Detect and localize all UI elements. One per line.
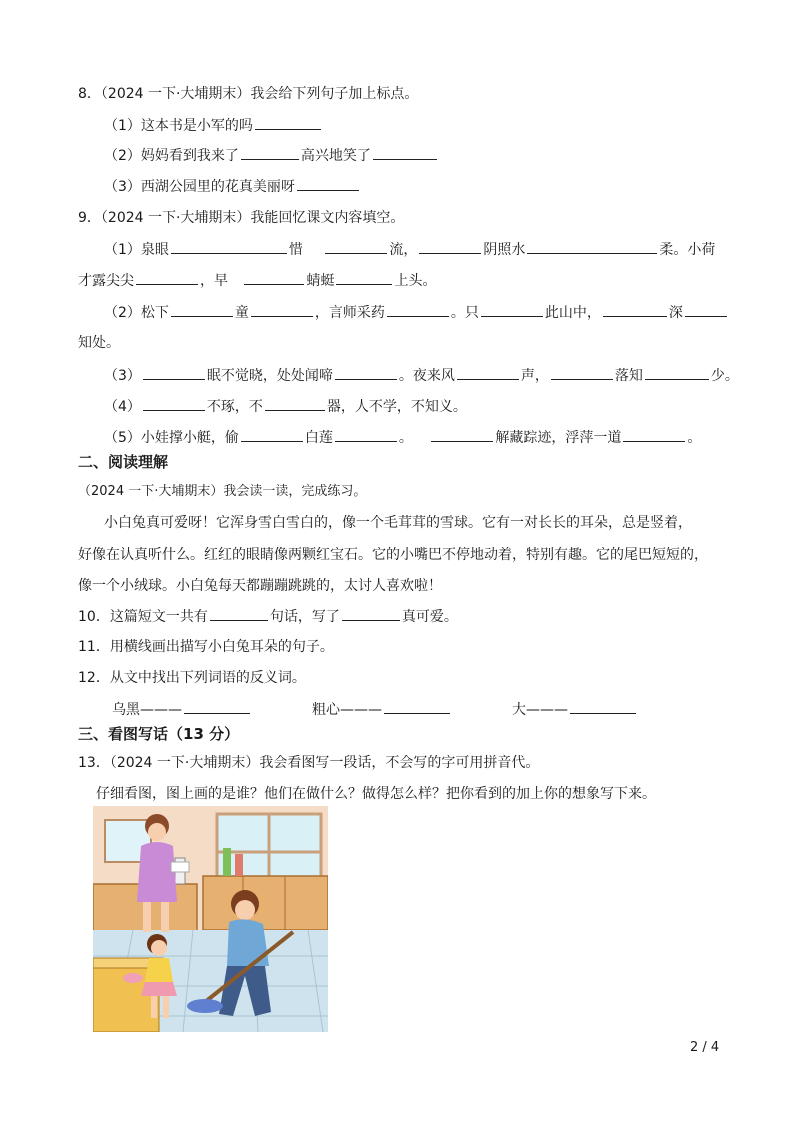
q13: 13．（2024 一下·大埔期末）我会看图写一段话，不会写的字可用拼音代。: [78, 755, 540, 771]
q9-line-3: （2）松下 童 ，言师采药 。只 此山中， 深: [104, 302, 729, 323]
page-number: 2 / 4: [690, 1040, 720, 1055]
q8-item-1: （1）这本书是小军的吗: [104, 115, 323, 136]
q9-line-1: （1）泉眼 惜 流， 阴照水 柔。小荷: [104, 239, 715, 260]
antonym-3: 大———: [512, 699, 638, 720]
q9-line-7: （5）小娃撑小艇，偷 白莲 。 解藏踪迹，浮萍一道 。: [104, 427, 701, 448]
antonym-1: 乌黑———: [112, 699, 252, 720]
passage-line-1: 小白兔真可爱呀！它浑身雪白雪白的，像一个毛茸茸的雪球。它有一对长长的耳朵，总是竖着，: [104, 515, 692, 531]
q9-line-5: （3） 眠不觉晓，处处闻啼 。夜来风 声， 落知 少。: [104, 365, 739, 386]
q9-line-4: 知处。: [78, 335, 120, 351]
q12: 12．从文中找出下列词语的反义词。: [78, 670, 306, 686]
q8-item-2: （2）妈妈看到我来了 高兴地笑了: [104, 145, 439, 166]
q9-stem: 9．（2024 一下·大埔期末）我能回忆课文内容填空。: [78, 210, 405, 226]
q10: 10．这篇短文一共有 句话，写了 真可爱。: [78, 606, 458, 627]
antonym-2: 粗心———: [312, 699, 452, 720]
section-2-source: （2024 一下·大埔期末）我会读一读，完成练习。: [78, 484, 367, 499]
q9-line-6: （4） 不琢，不 器，人不学，不知义。: [104, 396, 467, 417]
passage-line-2: 好像在认真听什么。红红的眼睛像两颗红宝石。它的小嘴巴不停地动着，特别有趣。它的尾巴短短的，: [78, 547, 708, 563]
q8-item-3: （3）西湖公园里的花真美丽呀: [104, 176, 361, 197]
family-cleaning-illustration: [93, 806, 328, 1032]
passage-line-3: 像一个小绒球。小白兔每天都蹦蹦跳跳的，太讨人喜欢啦！: [78, 578, 442, 594]
q8-stem: 8．（2024 一下·大埔期末）我会给下列句子加上标点。: [78, 86, 419, 102]
q11: 11．用横线画出描写小白兔耳朵的句子。: [78, 639, 334, 655]
section-2-title: 二、阅读理解: [78, 453, 169, 471]
q9-line-2: 才露尖尖 ，早 蜻蜓 上头。: [78, 270, 436, 291]
section-3-title: 三、看图写话（13 分）: [78, 725, 240, 743]
q13-prompt: 仔细看图，图上画的是谁？他们在做什么？做得怎么样？把你看到的加上你的想象写下来。: [96, 786, 656, 802]
